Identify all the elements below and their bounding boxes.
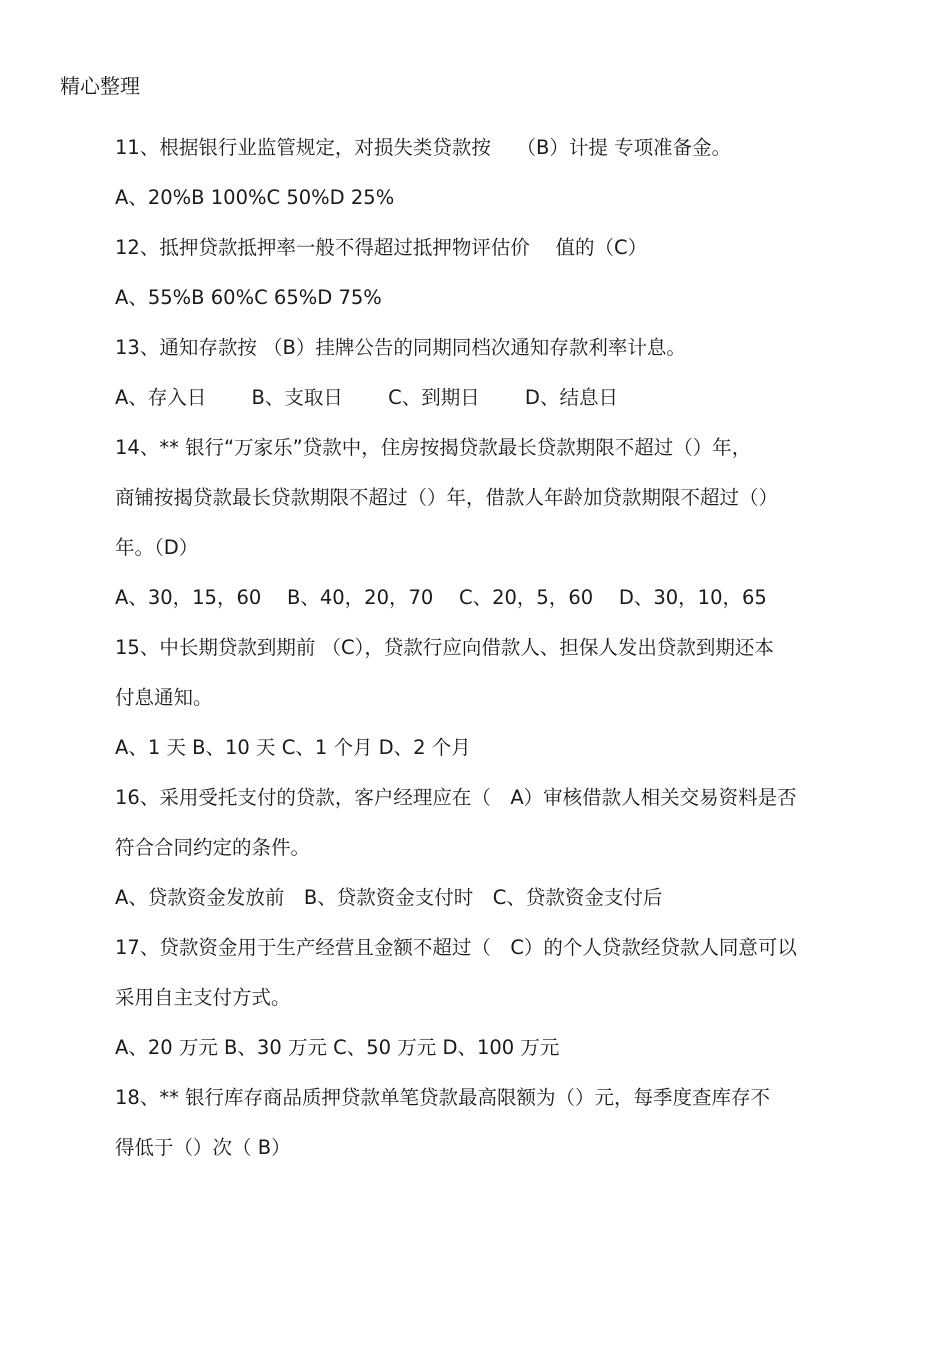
question-list: [115, 133, 855, 1183]
page-header: 精心整理: [60, 74, 140, 98]
text-line: 商铺按揭贷款最长贷款期限不超过（）年，借款人年龄加贷款期限不超过（）: [115, 486, 779, 509]
text-line: 18、** 银行库存商品质押贷款单笔贷款最高限额为（）元，每季度查库存不: [115, 1086, 771, 1109]
text-line: A、贷款资金发放前 B、贷款资金支付时 C、贷款资金支付后: [115, 886, 663, 909]
text-line: 11、根据银行业监管规定，对损失类贷款按 （B）计提 专项准备金。: [115, 136, 732, 159]
text-line: A、20%B 100%C 50%D 25%: [115, 186, 395, 209]
text-line: 13、通知存款按 （B）挂牌公告的同期同档次通知存款利率计息。: [115, 336, 686, 359]
text-line: 15、中长期贷款到期前 （C），贷款行应向借款人、担保人发出贷款到期还本: [115, 636, 774, 659]
text-line: 16、采用受托支付的贷款，客户经理应在（ A）审核借款人相关交易资料是否: [115, 786, 797, 809]
text-line: 17、贷款资金用于生产经营且金额不超过（ C）的个人贷款经贷款人同意可以: [115, 936, 797, 959]
text-line: A、1 天 B、10 天 C、1 个月 D、2 个月: [115, 736, 471, 759]
text-line: 12、抵押贷款抵押率一般不得超过抵押物评估价 值的（C）: [115, 236, 648, 259]
text-line: 符合合同约定的条件。: [115, 836, 311, 859]
text-line: 得低于（）次（ B）: [115, 1136, 291, 1159]
text-line: A、20 万元 B、30 万元 C、50 万元 D、100 万元: [115, 1036, 560, 1059]
text-line: 付息通知。: [115, 686, 213, 709]
text-line: A、存入日 B、支取日 C、到期日 D、结息日: [115, 386, 618, 409]
text-line: 年。（D）: [115, 536, 199, 559]
text-line: 采用自主支付方式。: [115, 986, 291, 1009]
text-line: 14、** 银行“万家乐”贷款中，住房按揭贷款最长贷款期限不超过（）年，: [115, 436, 752, 459]
text-line: A、55%B 60%C 65%D 75%: [115, 286, 382, 309]
text-line: A、30，15，60 B、40，20，70 C、20，5，60 D、30，10，65: [115, 586, 767, 609]
